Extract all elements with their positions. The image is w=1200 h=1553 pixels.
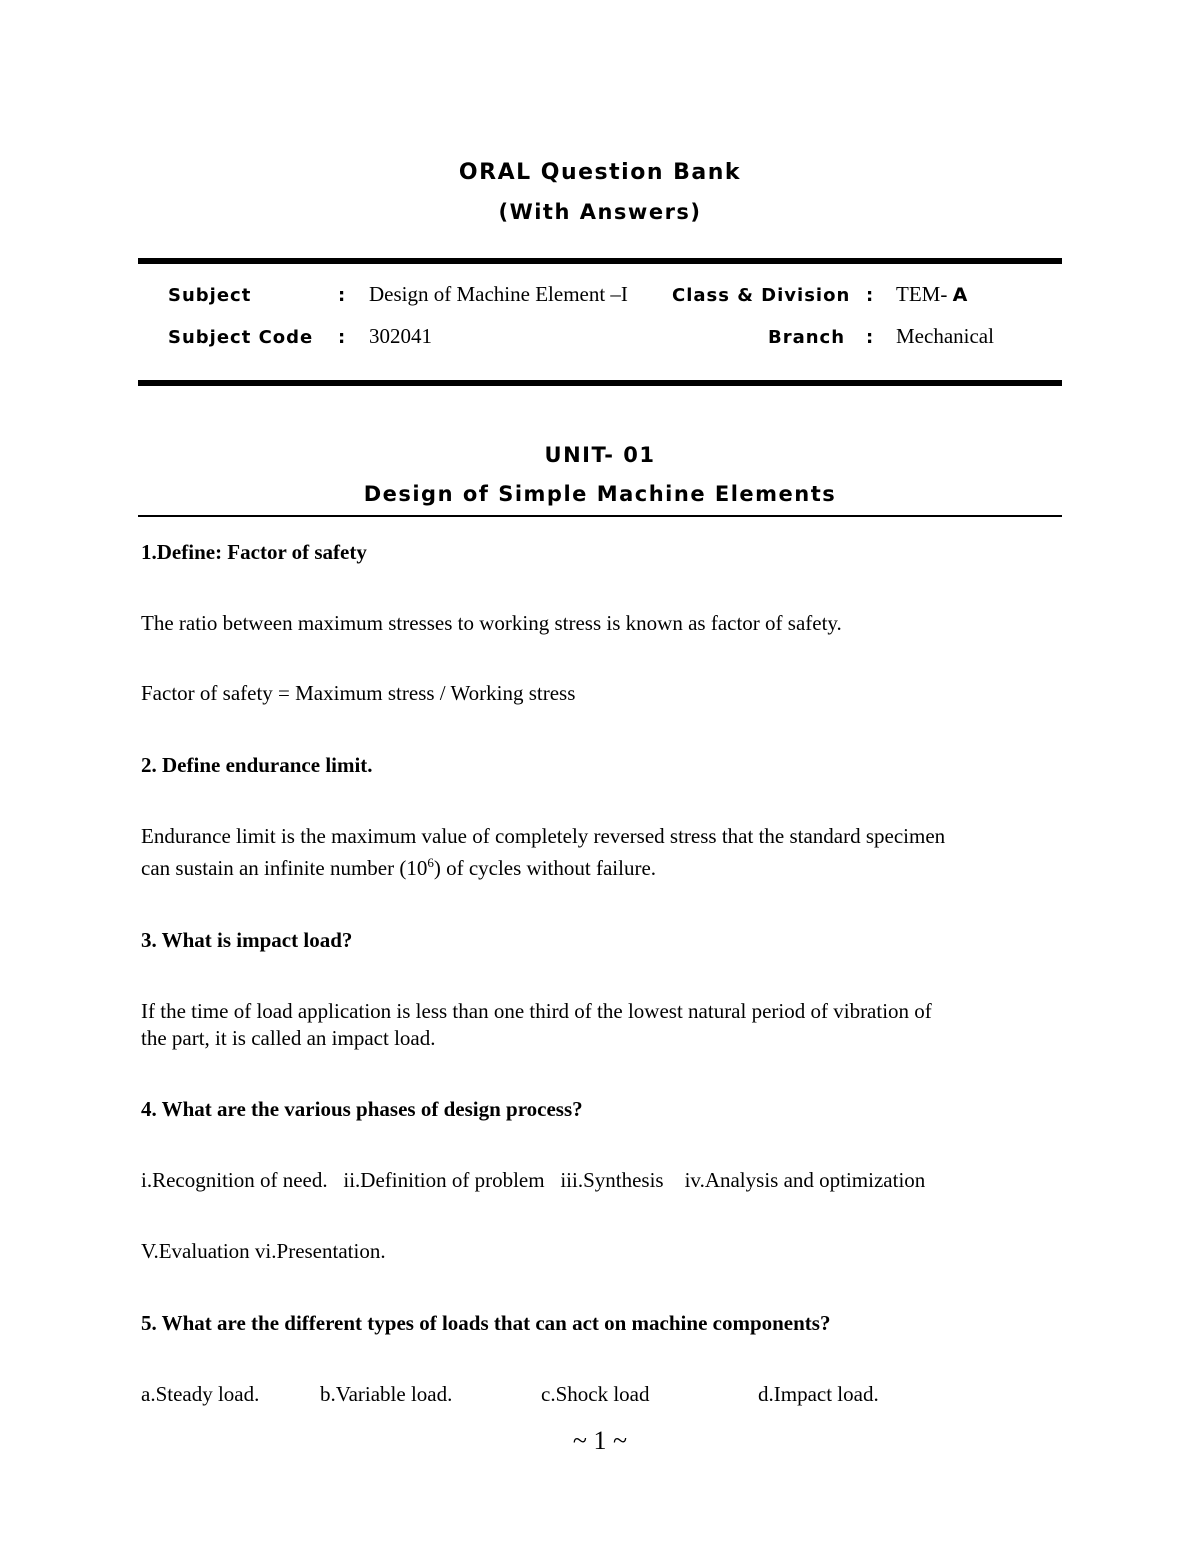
- answer-5-option-d: d.Impact load.: [758, 1382, 879, 1406]
- subject-code-label: Subject Code: [168, 327, 314, 348]
- class-division-label: Class & Division: [672, 285, 851, 306]
- class-value-prefix: TEM-: [896, 282, 948, 306]
- page-number: ~ 1 ~: [572, 1426, 628, 1455]
- question-5: 5. What are the different types of loads that can act on machine components?: [141, 1311, 831, 1335]
- subject-separator: :: [338, 285, 346, 306]
- answer-2-text-before: can sustain an infinite number (10: [141, 856, 428, 880]
- unit-title: Design of Simple Machine Elements: [363, 482, 837, 506]
- answer-4-line-1: i.Recognition of need. ii.Definition of problem iii.Synthesis iv.Analysis and optimization: [141, 1168, 926, 1192]
- question-4: 4. What are the various phases of design process?: [141, 1097, 583, 1121]
- question-3: 3. What is impact load?: [141, 928, 353, 952]
- answer-2-line-1: Endurance limit is the maximum value of completely reversed stress that the standard specimen: [141, 824, 946, 848]
- answer-5-option-a: a.Steady load.: [141, 1382, 260, 1406]
- header-top-rule: [138, 258, 1062, 264]
- answer-5-option-c: c.Shock load: [541, 1382, 650, 1406]
- answer-1-formula: Factor of safety = Maximum stress / Working stress: [141, 681, 576, 705]
- answer-4-line-2: V.Evaluation vi.Presentation.: [141, 1239, 386, 1263]
- subject-code-value: 302041: [369, 324, 432, 348]
- answer-1-line-1: The ratio between maximum stresses to working stress is known as factor of safety.: [141, 611, 842, 635]
- question-2: 2. Define endurance limit.: [141, 753, 373, 777]
- subject-value: Design of Machine Element –I: [369, 282, 628, 306]
- unit-rule: [138, 515, 1062, 517]
- answer-3-line-2: the part, it is called an impact load.: [141, 1026, 436, 1050]
- question-1: 1.Define: Factor of safety: [141, 540, 367, 564]
- answer-5-option-b: b.Variable load.: [320, 1382, 453, 1406]
- answer-2-line-2: [141, 855, 656, 881]
- class-value-suffix: A: [952, 284, 968, 306]
- answer-2-text-after: ) of cycles without failure.: [433, 856, 657, 880]
- subject-code-separator: :: [338, 327, 346, 348]
- document-title: ORAL Question Bank: [458, 160, 742, 185]
- answer-3-line-1: If the time of load application is less than one third of the lowest natural period of vibration of: [141, 999, 932, 1023]
- class-division-value: [896, 282, 967, 307]
- answer-2-exponent: 6: [427, 855, 434, 870]
- branch-label: Branch: [768, 327, 846, 348]
- branch-value: Mechanical: [896, 324, 994, 348]
- unit-number: UNIT- 01: [544, 443, 656, 467]
- document-subtitle: (With Answers): [498, 200, 702, 224]
- class-division-separator: :: [866, 285, 874, 306]
- subject-label: Subject: [168, 285, 252, 306]
- header-bottom-rule: [138, 380, 1062, 386]
- branch-separator: :: [866, 327, 874, 348]
